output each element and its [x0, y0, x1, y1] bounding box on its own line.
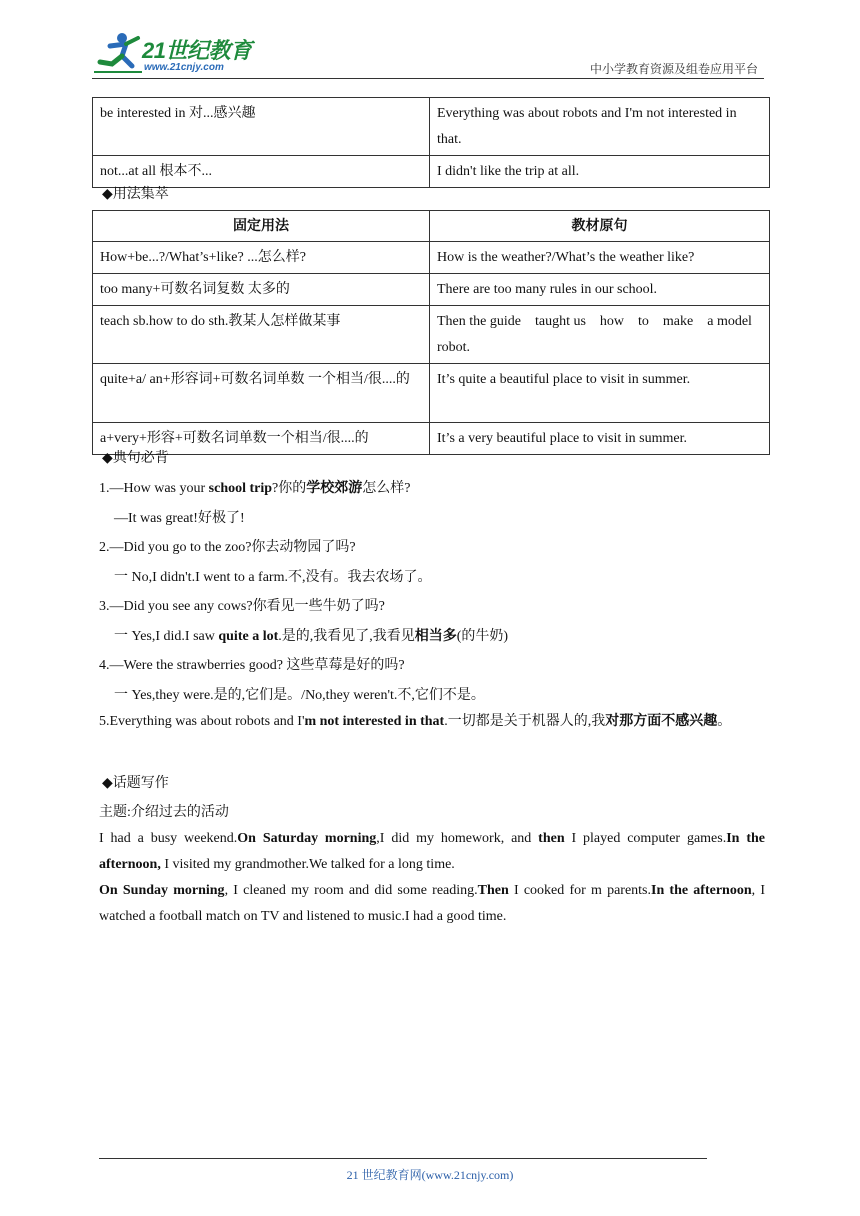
logo	[92, 30, 262, 78]
text: I visited my grandmother.We talked for a long time.	[160, 857, 455, 872]
writing-theme: 主题:介绍过去的活动	[99, 805, 229, 820]
table-cell: not...at all 根本不...	[93, 156, 430, 188]
bold-text: In the afternoon,	[99, 831, 766, 872]
writing-heading: ◆话题写作	[102, 775, 169, 791]
table-row	[93, 423, 770, 455]
header-divider	[92, 78, 764, 79]
bold-text: 相当多	[414, 629, 457, 644]
table-cell: Then the guide taught us how to make a model robot.	[430, 306, 770, 364]
bold-text: 对那方面不感兴趣	[605, 714, 718, 729]
sentence-5	[99, 709, 765, 735]
table-row	[93, 156, 770, 188]
text: 1.—How was your	[99, 481, 209, 496]
bold-text: m not interested in that	[304, 714, 445, 729]
table-header-row	[93, 211, 770, 242]
table-cell: There are too many rules in our school.	[430, 274, 770, 306]
bold-text: quite a lot	[218, 629, 279, 644]
sentence-1-answer: —It was great!好极了!	[114, 511, 245, 526]
table-cell: Everything was about robots and I'm not interested in that.	[430, 98, 770, 156]
footer-text: 21 世纪教育网(www.21cnjy.com)	[346, 1168, 514, 1182]
bold-text: school trip	[208, 481, 273, 496]
table-cell: quite+a/ an+形容词+可数名词单数 一个相当/很....的	[93, 364, 430, 423]
table-row	[93, 98, 770, 156]
sentence-2-question: 2.—Did you go to the zoo?你去动物园了吗?	[99, 540, 356, 555]
column-header: 固定用法	[93, 211, 430, 242]
platform-name: 中小学教育资源及组卷应用平台	[589, 62, 758, 76]
sentence-3-question: 3.—Did you see any cows?你看见一些牛奶了吗?	[99, 599, 385, 614]
text: 怎么样?	[362, 481, 411, 496]
bold-text: In the afternoon	[651, 883, 752, 898]
table-row	[93, 242, 770, 274]
table-cell: a+very+形容+可数名词单数一个相当/很....的	[93, 423, 430, 455]
table-row	[93, 274, 770, 306]
text: , I watched a football match on TV and listened to music.I had a good time.	[99, 883, 765, 924]
table-row	[93, 364, 770, 423]
sentence-4-answer: 一 Yes,they were.是的,它们是。/No,they weren't.不,它们不是。	[114, 688, 485, 703]
text: , I cleaned my room and did some reading.	[224, 883, 478, 898]
text: .一切都是关于机器人的,我	[444, 714, 606, 729]
runner-icon	[92, 30, 144, 76]
sentence-3-answer	[114, 625, 508, 645]
text: I had a busy weekend.	[99, 831, 238, 846]
bold-text: then	[538, 831, 565, 846]
table-cell: How+be...?/What’s+like? ...怎么样?	[93, 242, 430, 274]
text: I played computer games.	[564, 831, 727, 846]
usage-table	[92, 210, 770, 455]
sentence-2-answer: 一 No,I didn't.I went to a farm.不,没有。我去农场了。	[114, 570, 432, 585]
writing-paragraph-1	[99, 826, 765, 878]
bold-text: 学校郊游	[306, 481, 363, 496]
phrases-table	[92, 97, 770, 188]
text: (的牛奶)	[456, 629, 509, 644]
text: 一 Yes,I did.I saw	[114, 629, 219, 644]
column-header: 教材原句	[430, 211, 770, 242]
sentences-heading: ◆典句必背	[102, 450, 169, 466]
sentence-4-question: 4.—Were the strawberries good? 这些草莓是好的吗?	[99, 658, 405, 673]
table-cell: be interested in 对...感兴趣	[93, 98, 430, 156]
table-cell: too many+可数名词复数 太多的	[93, 274, 430, 306]
table-row	[93, 306, 770, 364]
table-cell: How is the weather?/What’s the weather like?	[430, 242, 770, 274]
page-header	[92, 30, 764, 80]
bold-text: On Saturday morning	[237, 831, 377, 846]
sentence-1-question	[99, 477, 410, 497]
text: .是的,我看见了,我看见	[278, 629, 415, 644]
text: ?你的	[272, 481, 307, 496]
table-cell: teach sb.how to do sth.教某人怎样做某事	[93, 306, 430, 364]
writing-paragraph-2	[99, 878, 765, 930]
table-cell: It’s quite a beautiful place to visit in summer.	[430, 364, 770, 423]
footer-divider	[99, 1158, 707, 1159]
logo-text: 21世纪教育	[142, 38, 252, 63]
logo-url: www.21cnjy.com	[144, 62, 224, 73]
text: 。	[717, 714, 732, 729]
text: 5.Everything was about robots and I'	[99, 714, 305, 729]
table-cell: It’s a very beautiful place to visit in summer.	[430, 423, 770, 455]
table-cell: I didn't like the trip at all.	[430, 156, 770, 188]
bold-text: Then	[477, 883, 509, 898]
text: I cooked for m parents.	[508, 883, 651, 898]
bold-text: On Sunday morning	[99, 883, 225, 898]
text: ,I did my homework, and	[376, 831, 539, 846]
usage-heading: ◆用法集萃	[102, 186, 169, 202]
